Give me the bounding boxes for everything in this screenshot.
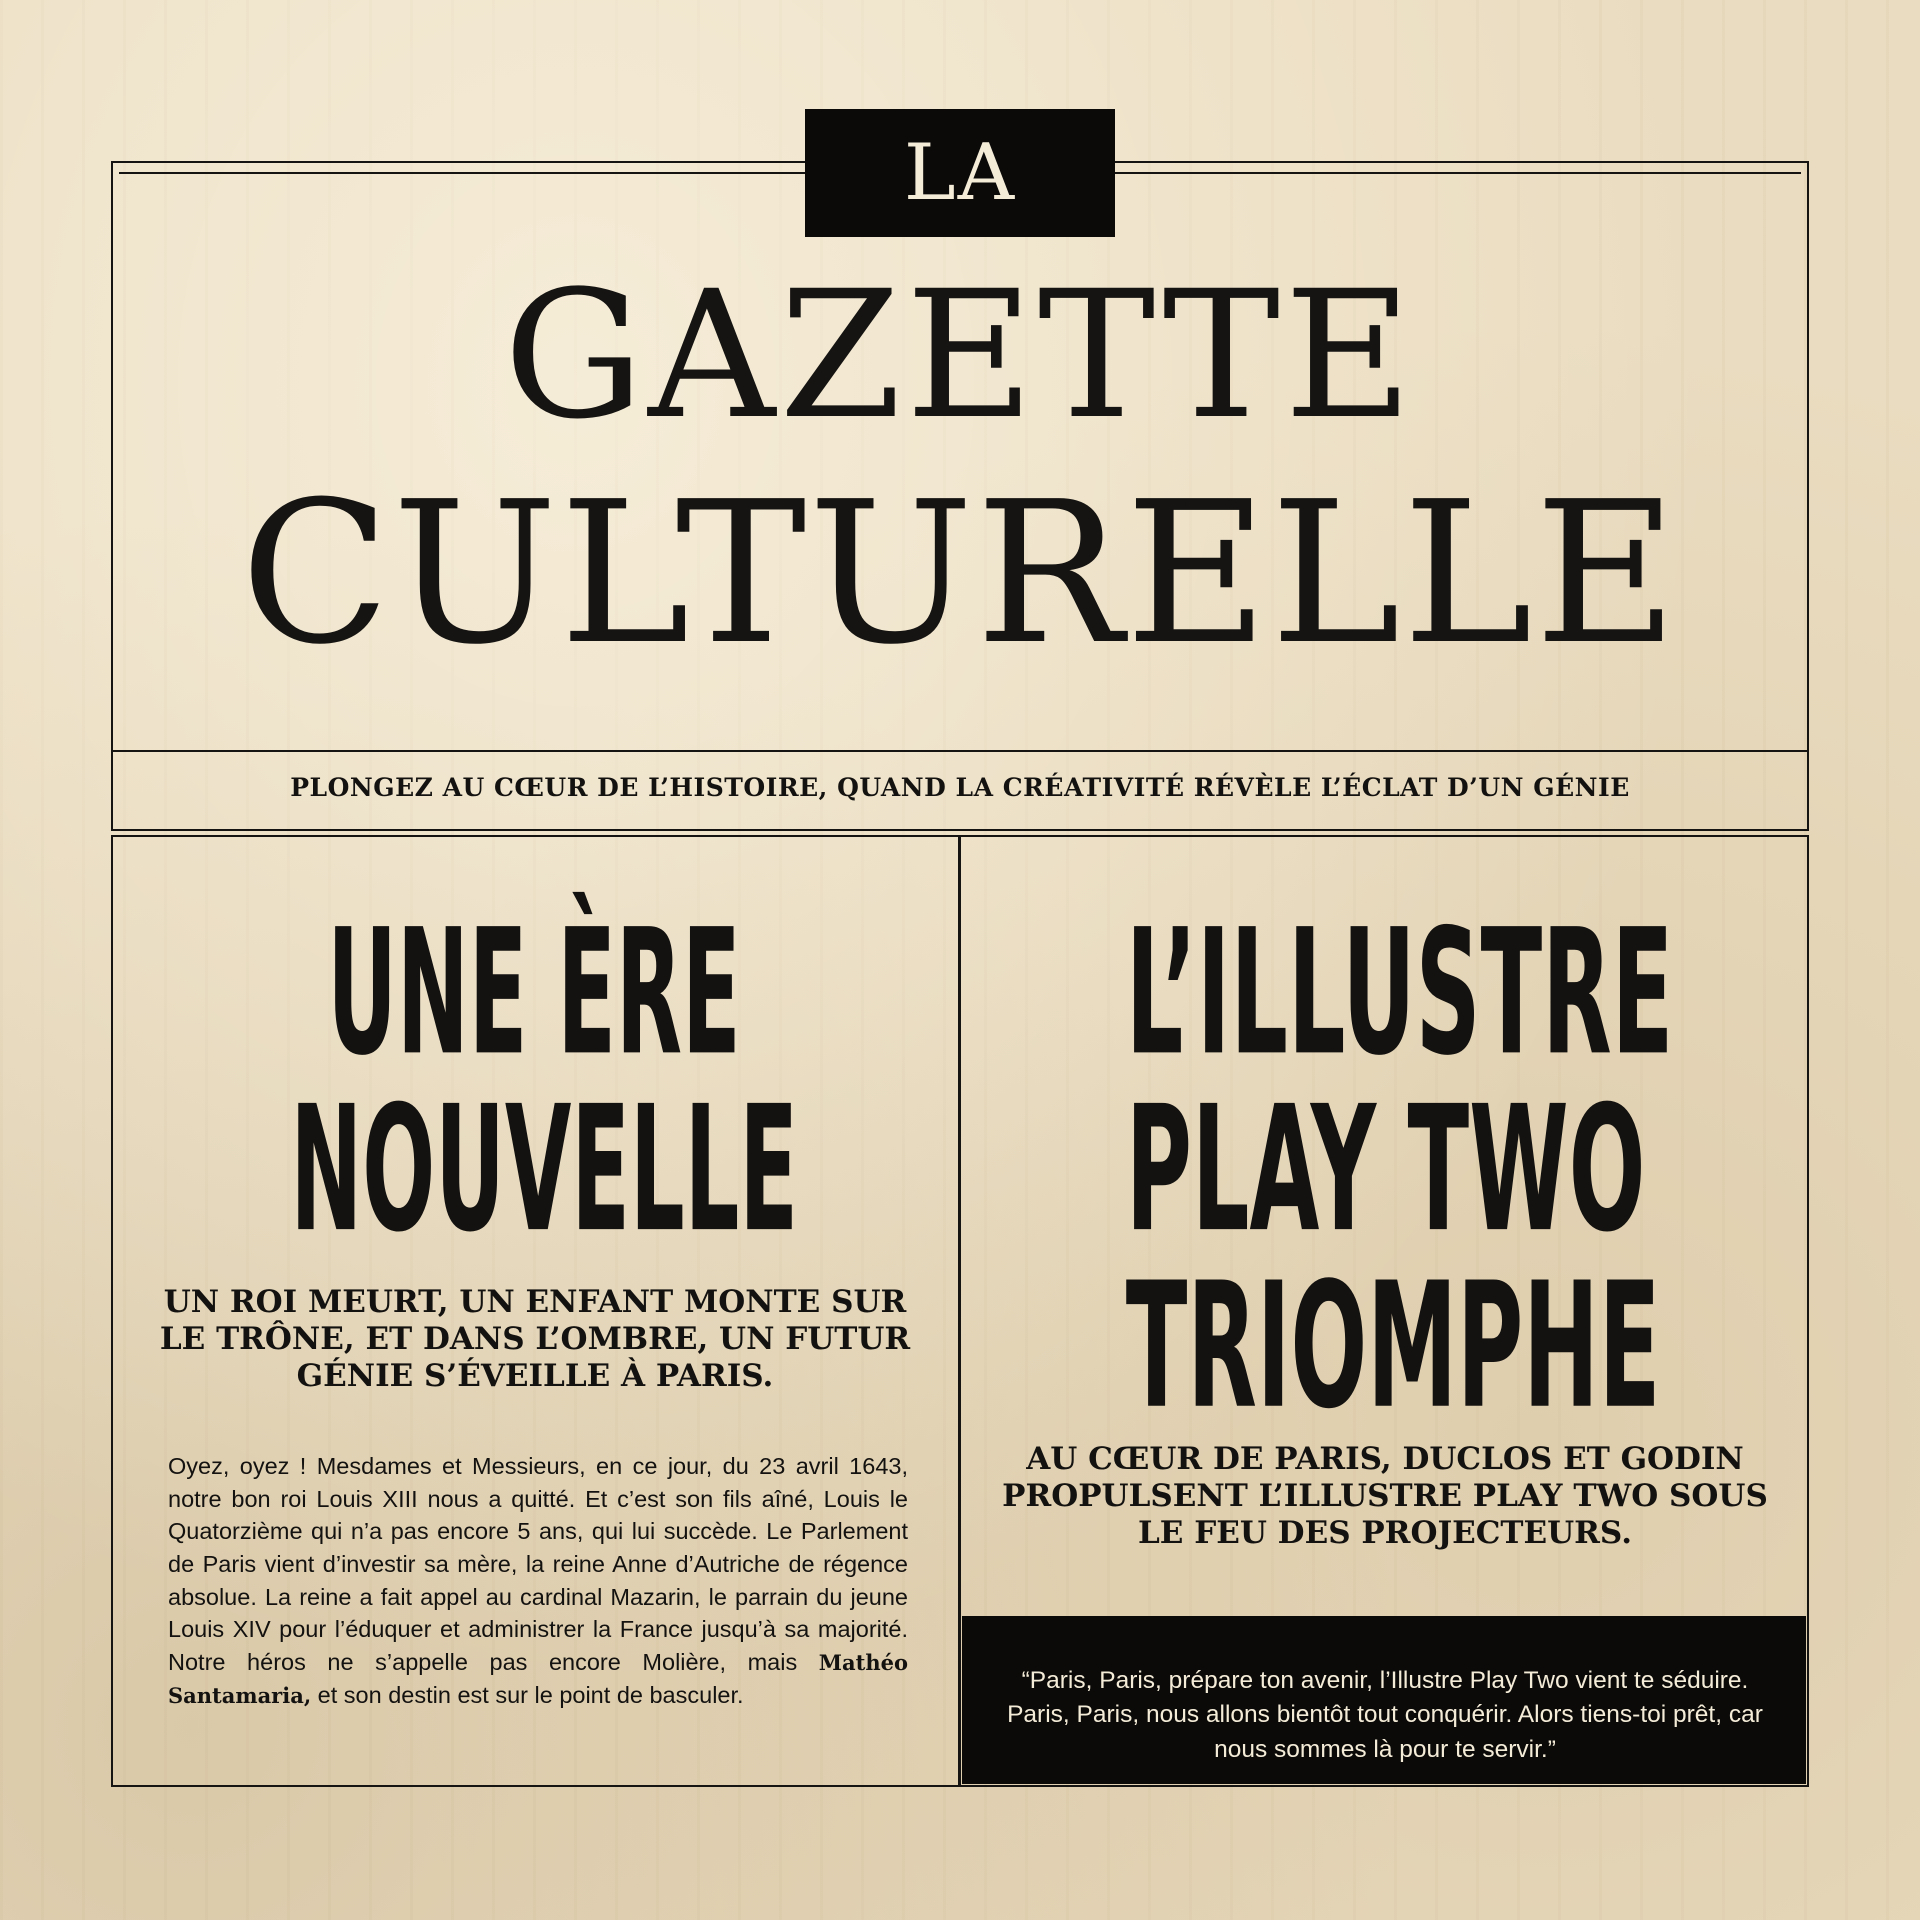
masthead-prefix-box (805, 109, 1115, 237)
left-body-text-end: et son destin est sur le point de basculer. (317, 1681, 744, 1708)
masthead-title-line1: GAZETTE (503, 253, 1417, 458)
left-body-text: Oyez, oyez ! Mesdames et Messieurs, en ce jour, du 23 avril 1643, notre bon roi Louis XIII nous a quitté. Et c’est son fils aîné, Louis le Quatorzième qui n’a pas encore 5 ans, qui lui succède. Le Parlement de Paris vient d’investir sa mère, la reine Anne d’Autriche de régence absolue. La reine a fait appel au cardinal Mazarin, le parrain du jeune Louis XIV pour l’éduquer et administrer la France jusqu’à sa majorité. Notre héros ne s’appelle pas encore Molière, mais (168, 1453, 908, 1675)
masthead-divider (113, 750, 1807, 752)
right-quote: “Paris, Paris, prépare ton avenir, l’Illustre Play Two vient te séduire. Paris, Paris, nous allons bientôt tout conquérir. Alors tiens-toi prêt, car nous sommes là pour te servir.” (1007, 1667, 1763, 1763)
right-subheadline: AU CŒUR DE PARIS, DUCLOS ET GODIN PROPULSENT L’ILLUSTRE PLAY TWO SOUS LE FEU DES PROJECTEURS. (1002, 1441, 1768, 1552)
left-headline-line2: NOUVELLE (290, 1068, 799, 1270)
masthead-title-line2: CULTURELLE (240, 460, 1680, 688)
left-headline (290, 892, 799, 1270)
left-headline-line1: UNE ÈRE (327, 892, 741, 1094)
right-headline-line2: PLAY TWO (1125, 1068, 1646, 1270)
masthead-tagline: PLONGEZ AU CŒUR DE L’HISTOIRE, QUAND LA CRÉATIVITÉ RÉVÈLE L’ÉCLAT D’UN GÉNIE (290, 773, 1630, 802)
hero-name: Mathéo Santamaria, (168, 1649, 908, 1708)
left-subheadline: UN ROI MEURT, UN ENFANT MONTE SUR LE TRÔNE, ET DANS L’OMBRE, UN FUTUR GÉNIE S’ÉVEILLE À PARIS. (159, 1284, 911, 1395)
right-headline-line1: L’ILLUSTRE (1125, 892, 1674, 1094)
masthead-prefix: LA (903, 128, 1017, 218)
right-headline (1125, 892, 1674, 1447)
left-article-body (168, 1450, 908, 1711)
column-divider (958, 837, 961, 1785)
right-headline-line3: TRIOMPHE (1125, 1245, 1661, 1447)
